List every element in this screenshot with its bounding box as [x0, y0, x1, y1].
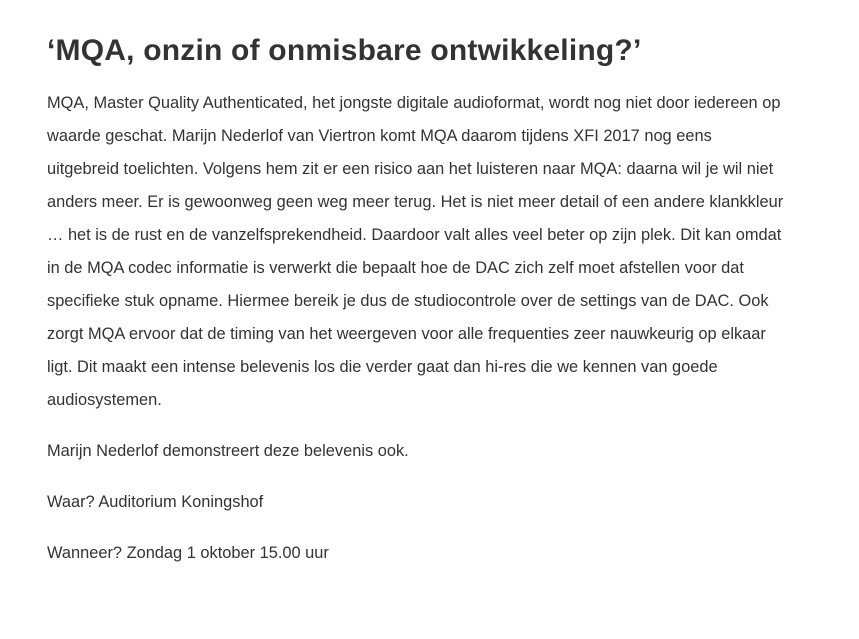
intro-paragraph: MQA, Master Quality Authenticated, het jongste digitale audioformat, wordt nog niet door iedereen op waarde geschat. Marijn Nederlof van Viertron komt MQA daarom tijdens XFI 2017 nog eens uitgebreid toelichten. Volgens hem zit er een risico aan het luisteren naar MQA: daarna wil je wil niet anders meer. Er is gewoonweg geen weg meer terug. Het is niet meer detail of een andere klankkleur … het is de rust en de vanzelfsprekendheid. Daardoor valt alles veel beter op zijn plek. Dit kan omdat in de MQA codec informatie is verwerkt die bepaalt hoe de DAC zich zelf moet afstellen voor dat specifieke stuk opname. Hiermee bereik je dus de studiocontrole over de settings van de DAC. Ook zorgt MQA ervoor dat de timing van het weergeven voor alle frequenties zeer nauwkeurig op elkaar ligt. Dit maakt een intense belevenis los die verder gaat dan hi-res die we kennen van goede audiosystemen.: [47, 94, 784, 409]
demo-paragraph: Marijn Nederlof demonstreert deze belevenis ook.: [47, 442, 409, 460]
time-paragraph: Wanneer? Zondag 1 oktober 15.00 uur: [47, 544, 329, 562]
article-title: ‘MQA, onzin of onmisbare ontwikkeling?’: [47, 34, 642, 67]
article: [47, 30, 787, 570]
location-paragraph: Waar? Auditorium Koningshof: [47, 493, 264, 511]
